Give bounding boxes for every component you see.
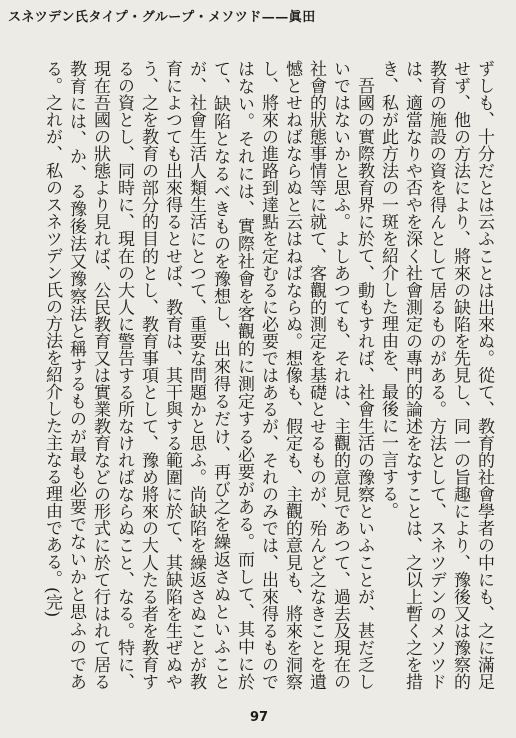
body-text xyxy=(42,60,496,690)
paragraph-2: 吾國の實際教育界に於て、動もすれば、社會生活の豫察といふことが、甚だ乏しいではないかと思ふ。よしあつても、それは、主觀的意見であつて、過去及現在の社會的狀態事情等に就て、客觀的測定を基礎とせるものが、殆んど之なきことを遺憾とせねばならぬと云はねばならぬ。想像も、假定も、主觀的意見も、將來を洞察し、將來の進路到達點を定むるに必要ではあるが、それのみでは、出來得るものではない。それには、實際社會を客觀的に測定する必要がある。而して、其中に於て、缺陷となるべきものを豫想し、出來得るだけ、再び之を繰返さぬといふことが、社會生活人類生活にとつて、重要な問題かと思ふ。尚缺陷を繰返さぬことが教育によつても出來得るとせば、教育は、其干與する範圍に於て、其缺陷を生ぜぬやう、之を教育の部分的目的とし、教育事項として、豫め將來の大人たる者を教育するの資とし、同時に、現在の大人に警告する所なければならぬこと、なる。特に、現在吾國の狀態より見れば、公民教育又は實業教育などの形式に於て行はれて居る教育には、か、る豫後法又豫察法と稱するものが最も必要でないかと思ふのである。之れが、私のスネツデン氏の方法を紹介した主なる理由である。(完) xyxy=(42,60,374,690)
paragraph-1: ずしも、十分だとは云ふことは出來ぬ。從て、教育的社會學者の中にも、之に滿足せず、他の方法により、將來の缺陷を先見し、同一の旨趣により、豫後又は豫察的教育の施設の資を得んとして居るものがある。方法として、スネツデンのメソツドは、適當なりや否やを深く社會測定の專門的論述をなすことは、之以上暫く之を措き、私が此方法の一斑を紹介した理由を、最後に一言する。 xyxy=(378,60,494,690)
running-header: スネツデン氏タイプ・グループ・メソツド——眞田 xyxy=(8,10,316,25)
page-number: 97 xyxy=(250,710,269,725)
